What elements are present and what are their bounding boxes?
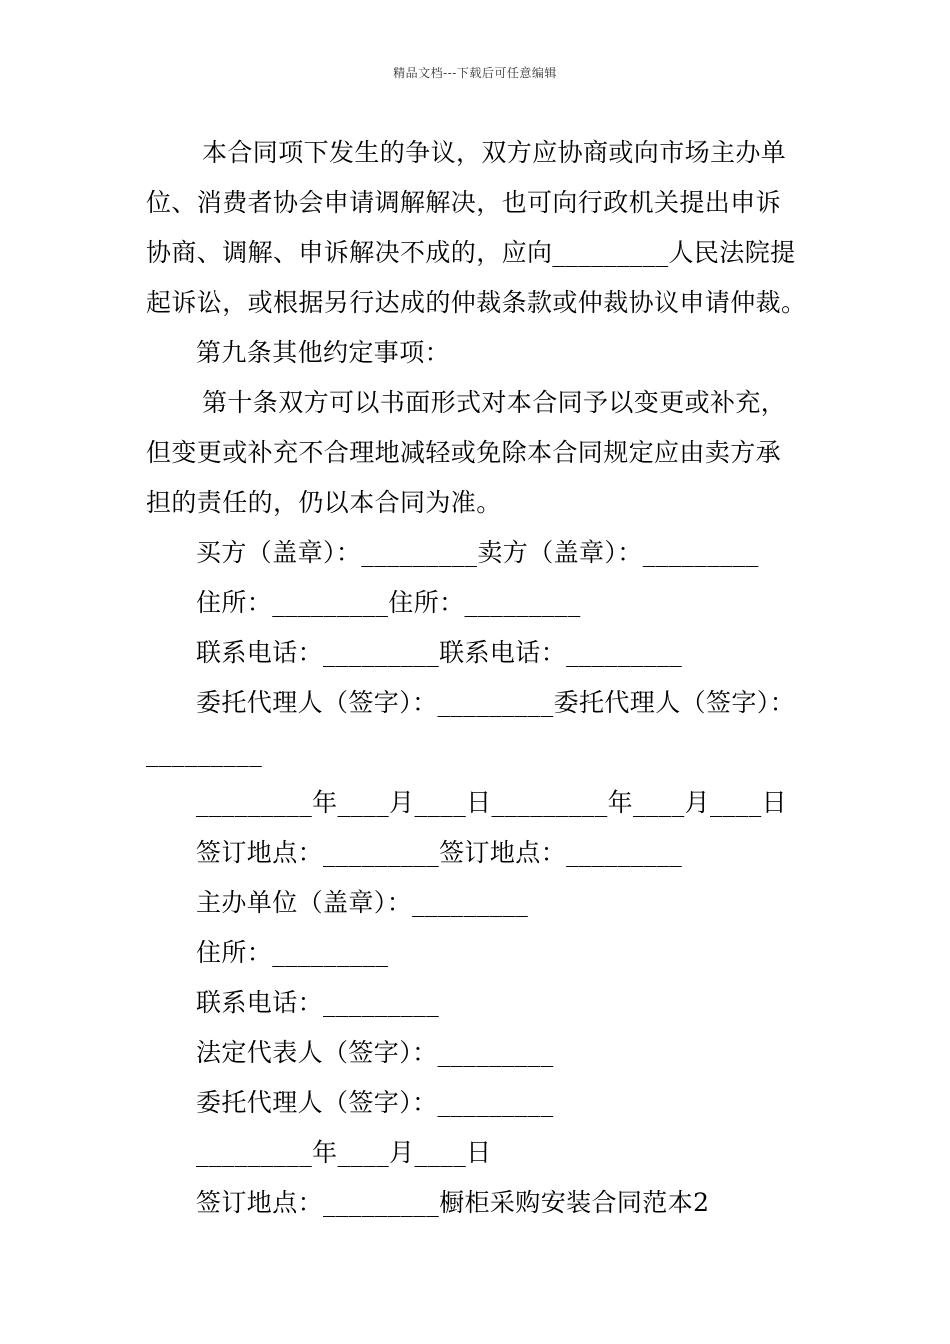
organizer-date: _________年____月____日: [196, 1138, 492, 1167]
contract-body: [146, 128, 826, 1228]
agent-blank: _________: [146, 738, 263, 767]
paragraph-dispute-line-1: 本合同项下发生的争议，双方应协商或向市场主办单: [202, 138, 787, 167]
date-pair: _________年____月____日_________年____月____日: [196, 788, 788, 817]
article-ten-line-1: 第十条双方可以书面形式对本合同予以变更或补充，: [202, 388, 787, 417]
organizer-address: 住所：_________: [196, 938, 389, 967]
paragraph-dispute-line-3: 协商、调解、申诉解决不成的，应向_________人民法院提: [146, 238, 796, 267]
organizer-seal: 主办单位（盖章）：_________: [196, 888, 529, 917]
organizer-phone: 联系电话：_________: [196, 988, 440, 1017]
signing-place-pair: 签订地点：_________签订地点：_________: [196, 838, 683, 867]
agent-pair: 委托代理人（签字）：_________委托代理人（签字）：: [196, 688, 796, 717]
page-header: 精品文档---下载后可任意编辑: [393, 66, 557, 80]
paragraph-dispute-line-4: 起诉讼，或根据另行达成的仲裁条款或仲裁协议申请仲裁。: [146, 288, 807, 317]
paragraph-dispute-line-2: 位、消费者协会申请调解解决，也可向行政机关提出申诉: [146, 188, 782, 217]
article-ten-line-2: 但变更或补充不合理地减轻或免除本合同规定应由卖方承: [146, 438, 782, 467]
legal-representative: 法定代表人（签字）：_________: [196, 1038, 554, 1067]
buyer-seller-seal: 买方（盖章）：_________卖方（盖章）：_________: [196, 538, 759, 567]
phone-pair: 联系电话：_________联系电话：_________: [196, 638, 683, 667]
organizer-agent: 委托代理人（签字）：_________: [196, 1088, 554, 1117]
article-nine: 第九条其他约定事项：: [196, 338, 451, 367]
organizer-signing-place: 签订地点：_________橱柜采购安装合同范本2: [196, 1188, 710, 1217]
address-pair: 住所：_________住所：_________: [196, 588, 581, 617]
article-ten-line-3: 担的责任的，仍以本合同为准。: [146, 488, 502, 517]
